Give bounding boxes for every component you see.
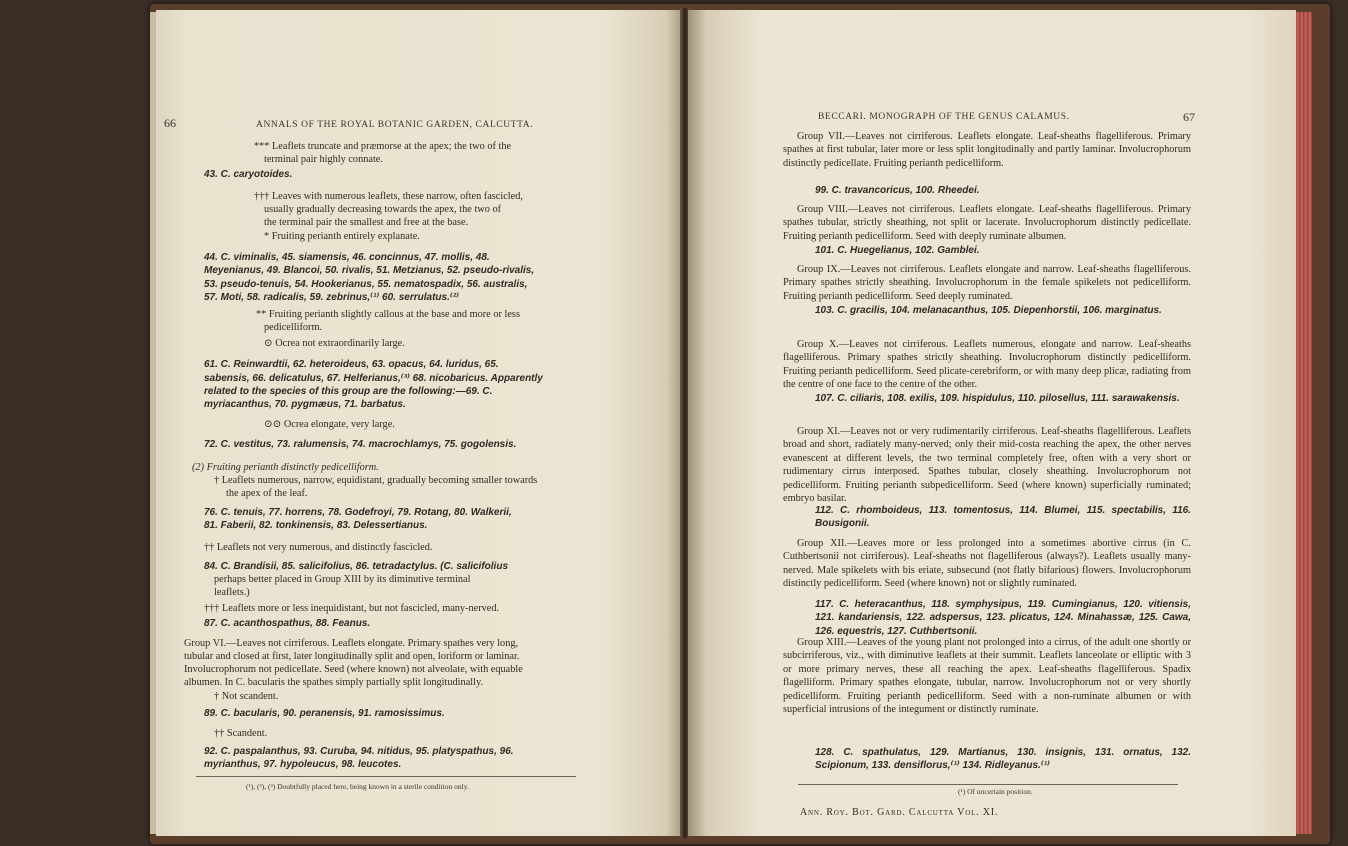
species-line: 53. pseudo-tenuis, 54. Hookerianus, 55. nematospadix, 56. australis, [204,279,528,290]
signature-line: Ann. Roy. Bot. Gard. Calcutta Vol. XI. [800,807,999,818]
species-line: 84. C. Brandisii, 85. salicifolius, 86. tetradactylus. (C. salicifolius [204,561,508,572]
group-viii-species: 101. C. Huegelianus, 102. Gamblei. [815,245,980,256]
footnote-rule [196,776,576,777]
page-number: 66 [164,116,176,130]
group-xii-text: Group XII.—Leaves more or less prolonged into a sometimes abortive cirrus (in C. Cuthbertsonii not cirriferous). Leaf-sheaths not flagelliferous (always?). Leaflets usually many-nerved. Male spikelets with bis eriate, subsecund (not flatly bifarious) flowers. Involucrophorum distinctly pedicelliform. Seed (where known) not or slightly ruminated. [783,538,1191,590]
species-line: 72. C. vestitus, 73. ralumensis, 74. macrochlamys, 75. gogolensis. [204,439,517,450]
text-line: † Leaflets numerous, narrow, equidistant, gradually becoming smaller towards [214,475,538,486]
text-line: (2) Fruiting perianth distinctly pedicelliform. [192,462,379,473]
text-line: †† Leaflets not very numerous, and distinctly fascicled. [204,542,433,553]
species-line: 57. Moti, 58. radicalis, 59. zebrinus,⁽¹⁾ 60. serrulatus.⁽²⁾ [204,292,459,303]
text-line: terminal pair highly connate. [264,154,383,165]
text-line: ⊙ Ocrea not extraordinarily large. [264,338,405,349]
group-x-text: Group X.—Leaves not cirriferous. Leaflets numerous, elongate and narrow. Leaf-sheaths flagelliferous. Primary spathes strictly sheathing. Involucrophorum distinctly pedicelliform. Fruiting perianth pedicelliform. Seed plicate-cerebriform, or with many deep plicæ, radiating from the centre of one face to the centre of the other. [783,339,1191,391]
species-line: myriacanthus, 70. pygmæus, 71. barbatus. [204,399,406,410]
running-header: BECCARI. MONOGRAPH OF THE GENUS CALAMUS. [818,112,1070,122]
text-line: * Fruiting perianth entirely explanate. [264,231,420,242]
group-line: Group VI.—Leaves not cirriferous. Leaflets elongate. Primary spathes very long, [184,638,519,649]
right-page [688,10,1296,836]
text-line: †† Scandent. [214,728,268,739]
group-ix-species: 103. C. gracilis, 104. melanacanthus, 105. Diepenhorstii, 106. marginatus. [815,305,1162,316]
group-line: Involucrophorum not pedicellate. Seed (where known) not alveolate, with equable [184,664,523,675]
text-line: *** Leaflets truncate and præmorse at the apex; the two of the [254,141,512,152]
group-xiii-species: 128. C. spathulatus, 129. Martianus, 130. insignis, 131. ornatus, 132. Scipionum, 133. densiflorus,⁽¹⁾ 134. Ridleyanus.⁽¹⁾ [815,747,1191,772]
group-xi-text: Group XI.—Leaves not or very rudimentarily cirriferous. Leaf-sheaths flagelliferous. Leaflets broad and short, radiately many-nerved; only their mid-costa reaching the apex, the other nerves evanescent at different levels, the two terminal completely free, often with a very short or rudimentary cirrus interposed. Spathes tubular, closely sheathing. Involucrophorum not pedicelliform. Fruiting perianth subpedicelliform. Seed (where known) superficially ruminated; embryo basilar. [783,426,1191,505]
text-line: ††† Leaves with numerous leaflets, these narrow, often fascicled, [254,191,523,202]
group-xi-species: 112. C. rhomboideus, 113. tomentosus, 114. Blumei, 115. spectabilis, 116. Bousigonii. [815,505,1191,530]
group-xiii-text: Group XIII.—Leaves of the young plant not prolonged into a cirrus, of the adult one shortly or subcirriferous, viz., with diminutive leaflets at their summit. Leaflets lanceolate or elliptic with 3 or more primary nerves, these all reaching the apex. Leaf-sheaths flagelliferous. Spadix flagelliform. Primary spathes elongate, tubular, narrow. Involucrophorum not or very shortly pedicelliform. Fruiting perianth pedicelliform. Seed with a non-ruminate albumen or with superficial intrusions of the integument or distinctly ruminate. [783,637,1191,716]
species-line: 87. C. acanthospathus, 88. Feanus. [204,618,371,629]
text-line: ** Fruiting perianth slightly callous at the base and more or less [256,309,520,320]
group-line: albumen. In C. bacularis the spathes simply partially split longitudinally. [184,677,484,688]
species-line: 44. C. viminalis, 45. siamensis, 46. concinnus, 47. mollis, 48. [204,252,490,263]
species-line: 89. C. bacularis, 90. peranensis, 91. ramosissimus. [204,708,445,719]
page-number: 67 [1183,110,1195,124]
text-line: the terminal pair the smallest and free at the base. [264,217,469,228]
footnote-rule [798,784,1178,785]
species-line: 92. C. paspalanthus, 93. Curuba, 94. nitidus, 95. platyspathus, 96. [204,746,514,757]
text-line: the apex of the leaf. [226,488,308,499]
text-line: ⊙⊙ Ocrea elongate, very large. [264,419,395,430]
group-line: tubular and closed at first, later longitudinally split and open, loriform or laminar. [184,651,520,662]
running-header: ANNALS OF THE ROYAL BOTANIC GARDEN, CALCUTTA. [256,120,534,130]
species-line: related to the species of this group are the following:—69. C. [204,386,493,397]
group-x-species: 107. C. ciliaris, 108. exilis, 109. hispidulus, 110. pilosellus, 111. sarawakensis. [815,393,1180,404]
group-viii-text: Group VIII.—Leaves not cirriferous. Leaflets elongate. Leaf-sheaths flagelliferous. Primary spathes tubular, strictly sheathing, not split or lacerate. Involucrophorum distinctly pedicellate. Fruiting perianth pedicelliform. Seed with deeply ruminate albumen. [783,204,1191,242]
text-line: leaflets.) [214,587,250,598]
right-page-edges [1296,12,1312,834]
text-line: perhaps better placed in Group XIII by its diminutive terminal [214,574,471,585]
text-line: ††† Leaflets more or less inequidistant, but not fascicled, many-nerved. [204,603,500,614]
left-page [156,10,682,836]
species-line: myrianthus, 97. hypoleucus, 98. leucotes. [204,759,402,770]
text-line: † Not scandent. [214,691,279,702]
group-vii-text: Group VII.—Leaves not cirriferous. Leaflets elongate. Leaf-sheaths flagelliferous. Primary spathes at first tubular, later more or less split longitudinally and partly laminar. Involucrophorum distinctly pedicellate. Fruiting perianth pedicelliform. [783,131,1191,169]
species-line: 81. Faberii, 82. tonkinensis, 83. Delessertianus. [204,520,428,531]
footnote: (¹), (²), (³) Doubtfully placed here, being known in a sterile condition only. [246,782,469,791]
footnote: (¹) Of uncertain position. [958,787,1033,796]
species-line: 43. C. caryotoides. [204,169,293,180]
species-line: 61. C. Reinwardtii, 62. heteroideus, 63. opacus, 64. luridus, 65. [204,359,499,370]
text-line: pedicelliform. [264,322,323,333]
group-ix-text: Group IX.—Leaves not cirriferous. Leaflets elongate and narrow. Leaf-sheaths flagelliferous. Primary spathes strictly sheathing. Involucrophorum in the female spikelets not pedicelliform. Fruiting perianth pedicelliform. Seed deeply ruminated. [783,264,1191,302]
text-line: usually gradually decreasing towards the apex, the two of [264,204,502,215]
species-line: sabensis, 66. delicatulus, 67. Helferianus,⁽³⁾ 68. nicobaricus. Apparently [204,373,543,384]
group-vii-species: 99. C. travancoricus, 100. Rheedei. [815,185,980,196]
species-line: 76. C. tenuis, 77. horrens, 78. Godefroyi, 79. Rotang, 80. Walkerii, [204,507,512,518]
group-xii-species: 117. C. heteracanthus, 118. symphysipus, 119. Cumingianus, 120. vitiensis, 121. kandariensis, 122. adspersus, 123. plicatus, 124. Minahassæ, 125. Cawa, 126. equestris, 127. Cuthbertsonii. [815,599,1191,637]
species-line: Meyenianus, 49. Blancoi, 50. rivalis, 51. Metzianus, 52. pseudo-rivalis, [204,265,535,276]
